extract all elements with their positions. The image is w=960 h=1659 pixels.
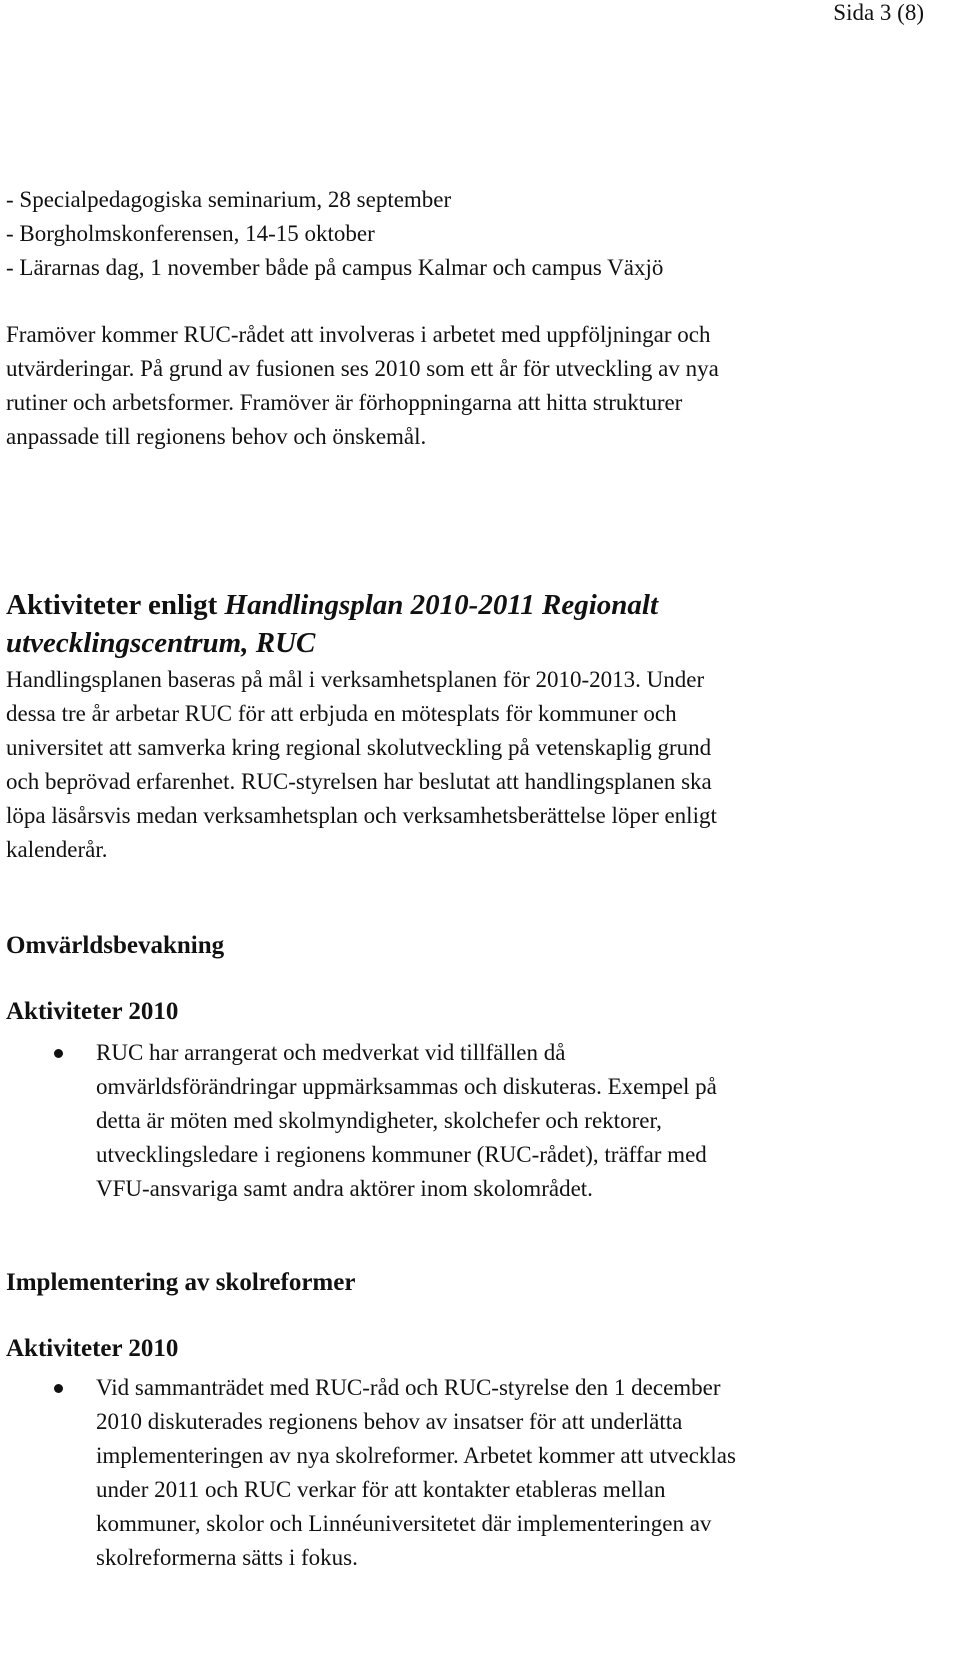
paragraph-line: universitet att samverka kring regional skolutveckling på vetenskaplig grund xyxy=(6,735,712,760)
paragraph-line: löpa läsårsvis medan verksamhetsplan och verksamhetsberättelse löper enligt xyxy=(6,803,717,828)
paragraph-line: och beprövad erfarenhet. RUC-styrelsen har beslutat att handlingsplanen ska xyxy=(6,769,712,794)
intro-paragraph xyxy=(6,318,946,454)
paragraph-line: kalenderår. xyxy=(6,837,108,862)
bullet-line: detta är möten med skolmyndigheter, skolchefer och rektorer, xyxy=(96,1108,662,1133)
events-list xyxy=(6,183,946,285)
section-heading-omvarldsbevakning: Omvärldsbevakning xyxy=(6,932,225,959)
paragraph-line: anpassade till regionens behov och önskemål. xyxy=(6,424,427,449)
bullet-line: VFU-ansvariga samt andra aktörer inom skolområdet. xyxy=(96,1176,593,1201)
main-heading-line2: utvecklingscentrum, RUC xyxy=(6,627,316,659)
section-heading-implementering: Implementering av skolreformer xyxy=(6,1269,356,1296)
event-item: - Specialpedagogiska seminarium, 28 september xyxy=(6,187,452,212)
main-paragraph xyxy=(6,663,946,867)
bullet-line: under 2011 och RUC verkar för att kontakter etableras mellan xyxy=(96,1477,666,1502)
bullet-icon xyxy=(54,1384,63,1393)
bullet-text xyxy=(96,1036,946,1206)
bullet-line: RUC har arrangerat och medverkat vid tillfällen då xyxy=(96,1040,566,1065)
bullet-line: 2010 diskuterades regionens behov av insatser för att underlätta xyxy=(96,1409,683,1434)
bullet-icon xyxy=(54,1049,63,1058)
bullet-line: skolreformerna sätts i fokus. xyxy=(96,1545,358,1570)
bullet-line: omvärldsförändringar uppmärksammas och diskuteras. Exempel på xyxy=(96,1074,717,1099)
subheading-aktiviteter: Aktiviteter 2010 xyxy=(6,998,179,1025)
paragraph-line: rutiner och arbetsformer. Framöver är förhoppningarna att hitta strukturer xyxy=(6,390,683,415)
main-heading-italic: Handlingsplan 2010-2011 Regionalt xyxy=(224,589,659,621)
event-item: - Lärarnas dag, 1 november både på campus Kalmar och campus Växjö xyxy=(6,255,664,280)
subheading-aktiviteter: Aktiviteter 2010 xyxy=(6,1335,179,1362)
paragraph-line: dessa tre år arbetar RUC för att erbjuda en mötesplats för kommuner och xyxy=(6,701,677,726)
bullet-line: Vid sammanträdet med RUC-råd och RUC-styrelse den 1 december xyxy=(96,1375,721,1400)
bullet-line: utvecklingsledare i regionens kommuner (RUC-rådet), träffar med xyxy=(96,1142,707,1167)
paragraph-line: Handlingsplanen baseras på mål i verksamhetsplanen för 2010-2013. Under xyxy=(6,667,705,692)
bullet-line: kommuner, skolor och Linnéuniversitetet där implementeringen av xyxy=(96,1511,712,1536)
event-item: - Borgholmskonferensen, 14-15 oktober xyxy=(6,221,375,246)
main-heading-line1 xyxy=(6,586,946,624)
page-number: Sida 3 (8) xyxy=(833,0,924,25)
bullet-line: implementeringen av nya skolreformer. Arbetet kommer att utvecklas xyxy=(96,1443,736,1468)
main-heading-plain: Aktiviteter enligt xyxy=(6,589,225,621)
paragraph-line: utvärderingar. På grund av fusionen ses 2010 som ett år för utveckling av nya xyxy=(6,356,719,381)
paragraph-line: Framöver kommer RUC-rådet att involveras i arbetet med uppföljningar och xyxy=(6,322,711,347)
main-heading xyxy=(6,586,946,662)
bullet-text xyxy=(96,1371,946,1575)
